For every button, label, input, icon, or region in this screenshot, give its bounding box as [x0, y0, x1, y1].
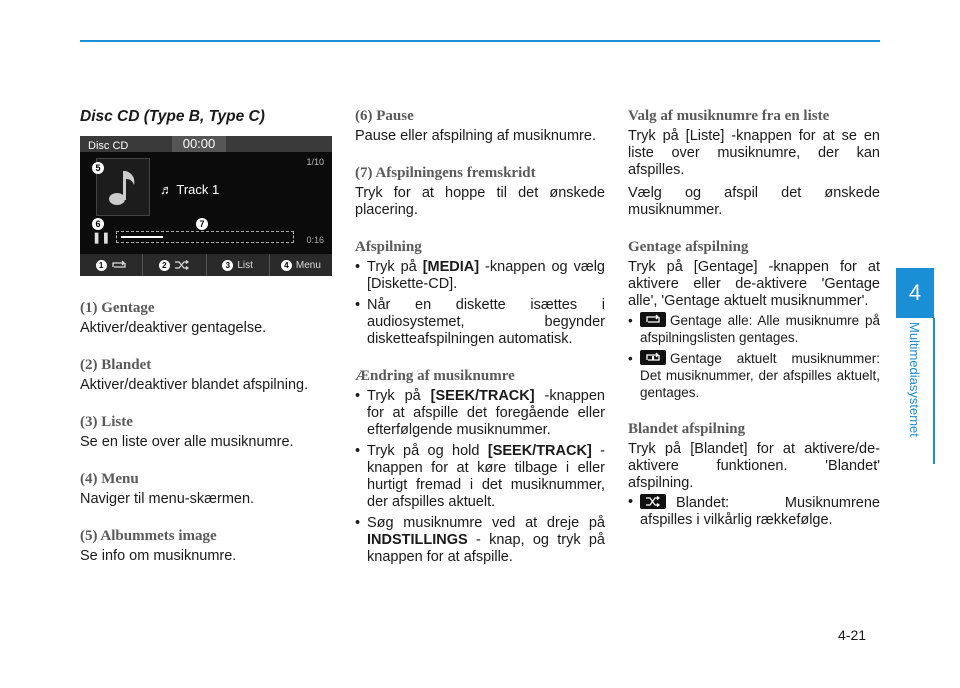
shuffle-list [628, 494, 880, 529]
shuffle-text: Tryk på [Blandet] for at aktivere/de-aktivere funktionen. 'Blandet' afspilning. [628, 441, 880, 491]
repeat-text: Tryk på [Gentage] -knappen for at aktivere eller de-aktivere 'Gentage alle', 'Gentage aktuelt musiknummer'. [628, 259, 880, 309]
item-text: Se en liste over alle musiknumre. [80, 434, 294, 450]
select-text-1: Tryk på [Liste] -knappen for at se en liste over musiknumre, der kan afspilles. [628, 128, 880, 178]
play-time: 0:16 [306, 235, 324, 245]
button-number: 2 [159, 260, 170, 271]
column-2 [355, 108, 605, 570]
progress-bar[interactable] [116, 231, 294, 243]
button-number: 1 [96, 260, 107, 271]
item-heading: (2) Blandet [80, 357, 152, 373]
select-text-2: Vælg og afspil det ønskede musiknummer. [628, 185, 880, 218]
screen-clock: 00:00 [172, 136, 226, 152]
change-list [355, 388, 605, 566]
repeat-icon [111, 260, 127, 270]
column-1 [80, 108, 330, 565]
pause-text: Pause eller afspilning af musiknumre. [355, 128, 596, 144]
list-item: • Tryk på [MEDIA] -knappen og vælg [Diskette-CD]. [355, 259, 605, 293]
shuffle-button[interactable] [143, 254, 206, 276]
chapter-rule [933, 318, 935, 464]
list-button[interactable] [207, 254, 270, 276]
item-heading: (5) Albummets image [80, 528, 217, 544]
item-text: Naviger til menu-skærmen. [80, 491, 255, 507]
item-text: Aktiver/deaktiver gentagelse. [80, 320, 267, 336]
section-title: Disc CD (Type B, Type C) [80, 108, 265, 125]
item-heading: (3) Liste [80, 414, 133, 430]
list-item: • Søg musiknumre ved at dreje på INDSTILLINGS - knap, og tryk på knappen for at afspille. [355, 515, 605, 566]
progress-heading: (7) Afspilningens fremskridt [355, 165, 536, 181]
list-item: • Tryk på og hold [SEEK/TRACK] -knappen for at køre tilbage i eller hurtigt fremad i det musiknummer, der afspilles aktuelt. [355, 443, 605, 511]
chapter-label: Multimediasystemet [907, 322, 922, 437]
track-count: 1/10 [306, 157, 324, 167]
track-title: ♬ Track 1 [160, 182, 220, 197]
list-item: • Gentage aktuelt musiknummer: Det musiknummer, der afspilles aktuelt, gentages. [628, 350, 880, 401]
chapter-tab: 4 [896, 268, 934, 318]
button-number: 3 [222, 260, 233, 271]
play-list [355, 259, 605, 348]
pause-heading: (6) Pause [355, 108, 414, 124]
column-3 [628, 108, 880, 533]
item-heading: (4) Menu [80, 471, 139, 487]
list-item: • Tryk på [SEEK/TRACK] -knappen for at afspille det foregående eller efterfølgende musiknummer. [355, 388, 605, 439]
repeat-one-icon [640, 350, 666, 365]
cd-screen-illustration [80, 136, 332, 276]
screen-title: Disc CD [88, 140, 129, 152]
album-image [96, 158, 150, 216]
play-heading: Afspilning [355, 239, 422, 255]
callout-5: 5 [92, 162, 104, 174]
repeat-heading: Gentage afspilning [628, 239, 749, 255]
music-note-icon [97, 159, 149, 215]
list-item: • Blandet: Musiknumrene afspilles i vilkårlig rækkefølge. [628, 494, 880, 529]
item-text: Aktiver/deaktiver blandet afspilning. [80, 377, 309, 393]
select-heading: Valg af musiknumre fra en liste [628, 108, 830, 124]
progress-text: Tryk for at hoppe til det ønskede placering. [355, 185, 605, 218]
callout-6: 6 [92, 218, 104, 230]
shuffle-icon [640, 494, 666, 509]
callout-7: 7 [196, 218, 208, 230]
button-number: 4 [281, 260, 292, 271]
list-item: • Gentage alle: Alle musiknumre på afspilningslisten gentages. [628, 312, 880, 346]
progress-fill [121, 236, 163, 238]
item-text: Se info om musiknumre. [80, 548, 237, 564]
repeat-button[interactable] [80, 254, 143, 276]
menu-button[interactable] [270, 254, 332, 276]
repeat-all-icon [640, 312, 666, 327]
list-label: List [237, 259, 253, 271]
list-item: • Når en diskette isættes i audiosystemet, begynder disketteafspilningen automatisk. [355, 297, 605, 348]
page-number: 4-21 [838, 627, 867, 643]
header-rule [80, 40, 880, 42]
shuffle-icon [174, 260, 190, 270]
item-heading: (1) Gentage [80, 300, 155, 316]
screen-button-bar [80, 254, 332, 276]
pause-icon[interactable]: ❚❚ [92, 232, 111, 244]
change-heading: Ændring af musiknumre [355, 368, 515, 384]
repeat-list [628, 312, 880, 401]
shuffle-heading: Blandet afspilning [628, 421, 746, 437]
menu-label: Menu [295, 259, 321, 271]
